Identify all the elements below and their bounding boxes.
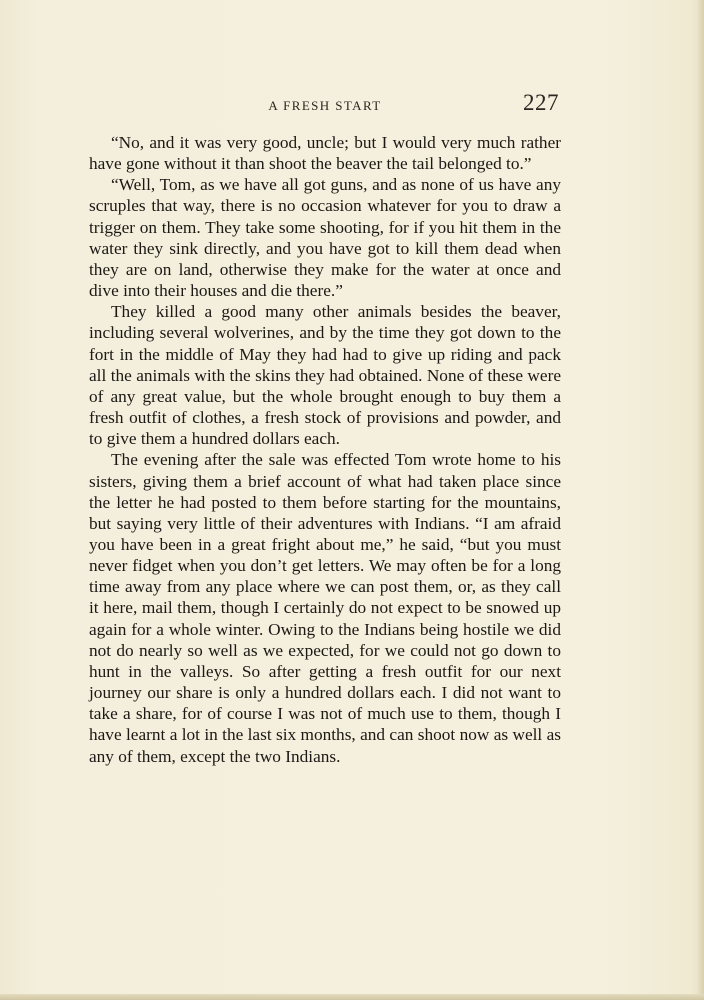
page-header: [89, 92, 561, 120]
paragraph-narrative-1: They killed a good many other animals besides the beaver, including several wolverines, and by the time they got down to the fort in the middle of May they had had to give up riding and pack all the animals with the skins they had obtained. None of these were of any great value, but the whole brought enough to buy them a fresh outfit of clothes, a fresh stock of provisions and powder, and to give them a hundred dollars each.: [89, 302, 561, 449]
page-right-edge: [698, 0, 704, 1000]
body-text: [89, 132, 561, 767]
running-title: A FRESH START: [268, 98, 382, 113]
paragraph-dialogue-1: “No, and it was very good, uncle; but I would very much rather have gone without it than shoot the beaver the tail belonged to.”: [89, 133, 561, 174]
page-bottom-edge: [0, 994, 704, 1000]
paragraph-dialogue-2: “Well, Tom, as we have all got guns, and as none of us have any scruples that way, there is no occasion whatever for you to draw a trigger on them. They take some shooting, for if you hit them in the water they sink directly, and you have got to kill them dead when they are on land, otherwise they make for the water at once and dive into their houses and die there.”: [89, 175, 561, 301]
page-number: 227: [523, 90, 559, 115]
paragraph-narrative-2: The evening after the sale was effected Tom wrote home to his sisters, giving them a brief account of what had taken place since the letter he had posted to them before starting for the mountains, but saying very little of their adventures with Indians. “I am afraid you have been in a great fright about me,” he said, “but you must never fidget when you don’t get letters. We may often be for a long time away from any place where we can post them, or, as they call it here, mail them, though I certainly do not expect to be snowed up again for a whole winter. Owing to the Indians being hostile we did not do nearly so well as we expected, for we could not go down to hunt in the valleys. So after getting a fresh outfit for our next journey our share is only a hundred dollars each. I did not want to take a share, for of course I was not of much use to them, though I have learnt a lot in the last six months, and can shoot now as well as any of them, except the two Indians.: [89, 450, 561, 766]
